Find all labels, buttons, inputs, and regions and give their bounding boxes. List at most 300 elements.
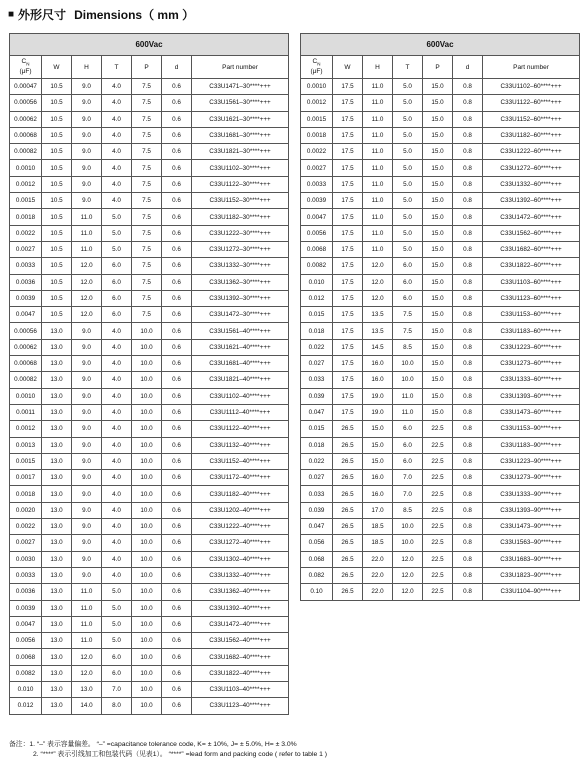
table-cell: 0.022: [301, 453, 333, 469]
table-cell: C33U1222–40****+++: [192, 519, 289, 535]
table-cell: 0.0010: [301, 79, 333, 95]
table-cell: 9.0: [72, 421, 102, 437]
table-cell: 0.6: [162, 665, 192, 681]
table-cell: 0.00082: [10, 144, 42, 160]
table-cell: 10.0: [132, 665, 162, 681]
table-cell: 0.0011: [10, 404, 42, 420]
table-cell: 19.0: [363, 404, 393, 420]
table-row: [301, 225, 580, 241]
table-cell: 8.0: [102, 698, 132, 714]
table-row: [301, 388, 580, 404]
note-line-1: 备注：1. “–” 表示容量偏差。 “–” =capacitance tolerance code, K= ± 10%, J= ± 5.0%, H= ± 3.0%: [9, 741, 297, 748]
table-cell: 0.6: [162, 584, 192, 600]
table-cell: 0.0039: [301, 193, 333, 209]
table-cell: 11.0: [72, 600, 102, 616]
table-cell: 0.6: [162, 453, 192, 469]
table-cell: 6.0: [393, 274, 423, 290]
table-cell: 0.6: [162, 486, 192, 502]
table-cell: 9.0: [72, 95, 102, 111]
table-cell: 0.6: [162, 127, 192, 143]
table-cell: 15.0: [423, 307, 453, 323]
table-cell: 0.6: [162, 323, 192, 339]
table-cell: 12.0: [72, 665, 102, 681]
table-cell: 10.0: [132, 551, 162, 567]
table-cell: C33U1682–60****+++: [483, 241, 580, 257]
table-cell: 13.0: [42, 339, 72, 355]
table-row: [10, 519, 289, 535]
table-cell: 11.0: [72, 616, 102, 632]
table-cell: 12.0: [72, 649, 102, 665]
table-cell: C33U1681–40****+++: [192, 356, 289, 372]
table-cell: 0.6: [162, 698, 192, 714]
table-cell: 7.5: [132, 127, 162, 143]
table-cell: 7.5: [132, 111, 162, 127]
table-cell: 0.0047: [10, 307, 42, 323]
table-cell: 10.5: [42, 307, 72, 323]
table-cell: 0.015: [301, 307, 333, 323]
table-cell: 0.039: [301, 388, 333, 404]
table-cell: 0.6: [162, 111, 192, 127]
table-cell: 5.0: [102, 241, 132, 257]
table-cell: C33U1102–30****+++: [192, 160, 289, 176]
table-cell: 0.6: [162, 437, 192, 453]
table-cell: 7.5: [132, 144, 162, 160]
table-cell: 17.5: [333, 79, 363, 95]
col-header-p: P: [132, 56, 162, 79]
table-cell: 0.8: [453, 160, 483, 176]
table-row: [301, 519, 580, 535]
table-cell: 0.0036: [10, 274, 42, 290]
table-cell: 4.0: [102, 502, 132, 518]
table-cell: 4.0: [102, 470, 132, 486]
table-cell: 0.0036: [10, 584, 42, 600]
table-cell: C33U1621–30****+++: [192, 111, 289, 127]
table-cell: 18.5: [363, 535, 393, 551]
title-en: Dimensions（ mm ）: [74, 8, 195, 22]
table-cell: 15.0: [423, 127, 453, 143]
table-cell: 0.6: [162, 144, 192, 160]
table-cell: 0.0039: [10, 290, 42, 306]
table-cell: C33U1561–40****+++: [192, 323, 289, 339]
table-row: [301, 290, 580, 306]
table-cell: 4.0: [102, 551, 132, 567]
table-cell: 22.5: [423, 470, 453, 486]
table-cell: C33U1621–40****+++: [192, 339, 289, 355]
table-cell: 19.0: [363, 388, 393, 404]
table-cell: 6.0: [393, 437, 423, 453]
table-row: [301, 209, 580, 225]
table-cell: 22.5: [423, 421, 453, 437]
table-cell: 0.8: [453, 486, 483, 502]
table-cell: 4.0: [102, 127, 132, 143]
table-cell: 0.082: [301, 567, 333, 583]
table-cell: 0.8: [453, 225, 483, 241]
col-header-t: T: [393, 56, 423, 79]
table-cell: 0.6: [162, 209, 192, 225]
table-cell: 12.0: [72, 290, 102, 306]
table-row: [10, 551, 289, 567]
table-cell: 0.0056: [301, 225, 333, 241]
table-cell: 11.0: [363, 111, 393, 127]
table-row: [301, 567, 580, 583]
table-row: [10, 633, 289, 649]
table-cell: 17.5: [333, 160, 363, 176]
table-cell: 13.5: [363, 307, 393, 323]
table-cell: 15.0: [423, 176, 453, 192]
table-cell: 5.0: [102, 633, 132, 649]
table-cell: 0.0022: [10, 225, 42, 241]
table-cell: 15.0: [423, 144, 453, 160]
table-cell: 17.5: [333, 209, 363, 225]
table-cell: 0.6: [162, 79, 192, 95]
table-row: [10, 111, 289, 127]
table-cell: 0.0027: [10, 241, 42, 257]
table-cell: 13.0: [42, 356, 72, 372]
table-cell: 7.5: [132, 95, 162, 111]
table-cell: 15.0: [423, 323, 453, 339]
table-row: [10, 421, 289, 437]
table-row: [301, 323, 580, 339]
table-cell: 10.0: [132, 453, 162, 469]
table-cell: C33U1472–40****+++: [192, 616, 289, 632]
table-cell: 0.8: [453, 388, 483, 404]
table-cell: C33U1182–40****+++: [192, 486, 289, 502]
table-cell: 0.0033: [10, 567, 42, 583]
table-cell: 13.0: [42, 551, 72, 567]
table-cell: 10.0: [132, 502, 162, 518]
table-cell: 15.0: [423, 274, 453, 290]
table-row: [10, 323, 289, 339]
col-header-part-number: Part number: [483, 56, 580, 79]
table-cell: 0.0015: [301, 111, 333, 127]
table-cell: 10.5: [42, 209, 72, 225]
table-cell: 4.0: [102, 421, 132, 437]
table-row: [10, 649, 289, 665]
table-cell: 13.0: [42, 519, 72, 535]
table-cell: 0.6: [162, 307, 192, 323]
table-cell: 0.6: [162, 502, 192, 518]
col-header-h: H: [72, 56, 102, 79]
table-cell: 7.5: [132, 79, 162, 95]
table-cell: 5.0: [393, 79, 423, 95]
table-cell: C33U1562–40****+++: [192, 633, 289, 649]
table-cell: 13.0: [42, 584, 72, 600]
table-cell: 14.5: [363, 339, 393, 355]
table-cell: 0.8: [453, 290, 483, 306]
table-cell: 10.0: [132, 372, 162, 388]
table-cell: 11.0: [363, 144, 393, 160]
table-cell: 0.8: [453, 356, 483, 372]
table-row: [10, 176, 289, 192]
table-cell: C33U1392–40****+++: [192, 600, 289, 616]
table-cell: C33U1222–60****+++: [483, 144, 580, 160]
table-cell: 13.0: [42, 323, 72, 339]
table-cell: C33U1152–40****+++: [192, 453, 289, 469]
table-cell: 10.5: [42, 79, 72, 95]
table-cell: 0.00062: [10, 339, 42, 355]
table-cell: 0.6: [162, 258, 192, 274]
table-cell: 0.027: [301, 356, 333, 372]
table-cell: 13.0: [42, 567, 72, 583]
table-cell: 0.00068: [10, 127, 42, 143]
table-cell: 0.6: [162, 225, 192, 241]
table-cell: 17.5: [333, 258, 363, 274]
table-row: [10, 144, 289, 160]
table-cell: 5.0: [102, 225, 132, 241]
table-cell: C33U1122–60****+++: [483, 95, 580, 111]
table-cell: 0.6: [162, 404, 192, 420]
table-cell: 6.0: [102, 274, 132, 290]
table-row: [301, 470, 580, 486]
table-cell: 9.0: [72, 486, 102, 502]
table-cell: 4.0: [102, 95, 132, 111]
table-cell: 5.0: [102, 209, 132, 225]
table-cell: 13.0: [42, 649, 72, 665]
table-row: [10, 437, 289, 453]
table-cell: 0.6: [162, 535, 192, 551]
table-cell: 7.5: [132, 258, 162, 274]
table-cell: 0.0012: [301, 95, 333, 111]
table-row: [10, 209, 289, 225]
table-cell: C33U1332–40****+++: [192, 567, 289, 583]
table-cell: C33U1272–30****+++: [192, 241, 289, 257]
table-cell: 17.5: [333, 225, 363, 241]
table-cell: 11.0: [72, 241, 102, 257]
table-cell: 12.0: [72, 274, 102, 290]
table-cell: 0.8: [453, 470, 483, 486]
table-cell: 0.0010: [10, 160, 42, 176]
table-cell: 5.0: [393, 193, 423, 209]
table-cell: 0.6: [162, 388, 192, 404]
table-cell: 16.0: [363, 372, 393, 388]
table-row: [10, 388, 289, 404]
table-cell: 13.0: [42, 502, 72, 518]
table-cell: 9.0: [72, 372, 102, 388]
table-cell: 10.5: [42, 225, 72, 241]
table-cell: C33U1821–40****+++: [192, 372, 289, 388]
table-cell: 9.0: [72, 437, 102, 453]
table-cell: 15.0: [423, 258, 453, 274]
table-cell: 6.0: [102, 665, 132, 681]
table-cell: C33U1362–40****+++: [192, 584, 289, 600]
table-cell: C33U1473–60****+++: [483, 404, 580, 420]
table-cell: 0.6: [162, 290, 192, 306]
table-cell: 0.018: [301, 437, 333, 453]
table-cell: C33U1182–30****+++: [192, 209, 289, 225]
table-cell: 6.0: [393, 453, 423, 469]
table-row: [10, 258, 289, 274]
table-cell: 17.5: [333, 372, 363, 388]
table-cell: 10.5: [42, 258, 72, 274]
table-cell: 8.5: [393, 502, 423, 518]
table-cell: 0.8: [453, 127, 483, 143]
col-header-t: T: [102, 56, 132, 79]
table-cell: C33U1362–30****+++: [192, 274, 289, 290]
table-row: [10, 486, 289, 502]
table-cell: 16.0: [363, 356, 393, 372]
table-cell: 15.0: [423, 209, 453, 225]
table-cell: C33U1122–30****+++: [192, 176, 289, 192]
table-cell: 12.0: [72, 307, 102, 323]
table-cell: 0.0012: [10, 176, 42, 192]
table-cell: 10.0: [132, 470, 162, 486]
table-cell: C33U1333–60****+++: [483, 372, 580, 388]
voltage-header: 600Vac: [10, 34, 289, 56]
table-cell: C33U1823–90****+++: [483, 567, 580, 583]
table-cell: 10.0: [132, 698, 162, 714]
table-cell: 4.0: [102, 79, 132, 95]
table-cell: 5.0: [102, 600, 132, 616]
table-cell: 11.0: [363, 127, 393, 143]
table-cell: 0.0012: [10, 421, 42, 437]
table-cell: 10.0: [393, 535, 423, 551]
table-cell: 7.5: [132, 307, 162, 323]
table-cell: C33U1222–30****+++: [192, 225, 289, 241]
table-cell: 15.0: [423, 372, 453, 388]
table-cell: 10.0: [132, 519, 162, 535]
table-cell: 9.0: [72, 404, 102, 420]
table-cell: 9.0: [72, 567, 102, 583]
table-cell: C33U1153–60****+++: [483, 307, 580, 323]
table-cell: 10.0: [132, 649, 162, 665]
table-row: [10, 502, 289, 518]
table-cell: 0.012: [10, 698, 42, 714]
table-cell: 8.5: [393, 339, 423, 355]
table-cell: 17.5: [333, 111, 363, 127]
table-cell: 4.0: [102, 160, 132, 176]
table-cell: 7.5: [393, 307, 423, 323]
col-header-part-number: Part number: [192, 56, 289, 79]
table-cell: 0.0056: [10, 633, 42, 649]
table-cell: 13.0: [42, 486, 72, 502]
table-cell: 0.00068: [10, 356, 42, 372]
table-cell: 0.6: [162, 649, 192, 665]
table-cell: C33U1103–60****+++: [483, 274, 580, 290]
table-cell: 26.5: [333, 437, 363, 453]
table-cell: C33U1223–90****+++: [483, 453, 580, 469]
table-row: [10, 567, 289, 583]
table-cell: 0.0027: [10, 535, 42, 551]
table-cell: 22.0: [363, 567, 393, 583]
table-cell: 9.0: [72, 176, 102, 192]
table-row: [10, 225, 289, 241]
table-cell: 11.0: [363, 193, 393, 209]
table-cell: 0.0033: [10, 258, 42, 274]
table-cell: 0.0033: [301, 176, 333, 192]
table-cell: 26.5: [333, 567, 363, 583]
table-cell: 10.5: [42, 111, 72, 127]
table-row: [301, 535, 580, 551]
table-cell: 10.0: [132, 681, 162, 697]
table-cell: 13.0: [42, 665, 72, 681]
table-row: [10, 616, 289, 632]
table-cell: 0.6: [162, 600, 192, 616]
table-cell: 13.0: [42, 437, 72, 453]
table-cell: 15.0: [363, 421, 393, 437]
table-row: [301, 339, 580, 355]
table-cell: 0.8: [453, 274, 483, 290]
table-cell: 0.00056: [10, 323, 42, 339]
title-zh: 外形尺寸: [18, 8, 67, 22]
table-cell: 6.0: [393, 290, 423, 306]
table-row: [10, 339, 289, 355]
table-cell: 16.0: [363, 470, 393, 486]
table-cell: 26.5: [333, 551, 363, 567]
table-cell: 10.0: [132, 600, 162, 616]
table-cell: 10.0: [132, 633, 162, 649]
table-cell: 10.0: [132, 437, 162, 453]
table-cell: 0.027: [301, 470, 333, 486]
table-cell: 22.0: [363, 584, 393, 600]
table-cell: 0.8: [453, 307, 483, 323]
table-cell: 0.8: [453, 421, 483, 437]
table-cell: 0.018: [301, 323, 333, 339]
table-row: [301, 79, 580, 95]
table-row: [301, 307, 580, 323]
table-cell: 10.5: [42, 241, 72, 257]
table-cell: 0.0018: [10, 209, 42, 225]
table-cell: 4.0: [102, 144, 132, 160]
table-row: [301, 356, 580, 372]
table-cell: 0.010: [10, 681, 42, 697]
table-cell: 0.8: [453, 453, 483, 469]
table-cell: 17.5: [333, 356, 363, 372]
table-cell: 11.0: [363, 95, 393, 111]
table-cell: 15.0: [363, 437, 393, 453]
table-cell: 9.0: [72, 356, 102, 372]
table-cell: 13.0: [42, 633, 72, 649]
table-cell: 15.0: [423, 356, 453, 372]
table-cell: 11.0: [363, 225, 393, 241]
table-row: [10, 372, 289, 388]
table-cell: 11.0: [72, 633, 102, 649]
table-cell: C33U1302–40****+++: [192, 551, 289, 567]
table-cell: 18.5: [363, 519, 393, 535]
table-cell: 9.0: [72, 502, 102, 518]
table-row: [10, 681, 289, 697]
table-cell: C33U1472–30****+++: [192, 307, 289, 323]
table-cell: 17.5: [333, 193, 363, 209]
table-cell: 4.0: [102, 567, 132, 583]
table-cell: C33U1822–60****+++: [483, 258, 580, 274]
table-cell: 22.5: [423, 551, 453, 567]
table-cell: 10.0: [132, 356, 162, 372]
table-cell: 10.0: [393, 356, 423, 372]
table-cell: 5.0: [393, 225, 423, 241]
table-cell: 22.5: [423, 584, 453, 600]
table-cell: 22.5: [423, 453, 453, 469]
table-cell: 0.8: [453, 111, 483, 127]
table-cell: 15.0: [423, 193, 453, 209]
table-cell: 0.8: [453, 584, 483, 600]
table-cell: 17.5: [333, 95, 363, 111]
table-cell: 10.0: [132, 584, 162, 600]
table-cell: 11.0: [393, 388, 423, 404]
table-cell: 0.6: [162, 241, 192, 257]
table-cell: 0.8: [453, 535, 483, 551]
table-row: [10, 698, 289, 714]
table-cell: C33U1223–60****+++: [483, 339, 580, 355]
col-header-d: d: [162, 56, 192, 79]
table-cell: C33U1392–30****+++: [192, 290, 289, 306]
table-cell: 15.0: [423, 95, 453, 111]
table-cell: 17.5: [333, 176, 363, 192]
table-cell: 13.0: [42, 681, 72, 697]
table-cell: 11.0: [363, 241, 393, 257]
table-cell: 6.0: [102, 649, 132, 665]
table-cell: 4.0: [102, 111, 132, 127]
table-cell: 4.0: [102, 193, 132, 209]
